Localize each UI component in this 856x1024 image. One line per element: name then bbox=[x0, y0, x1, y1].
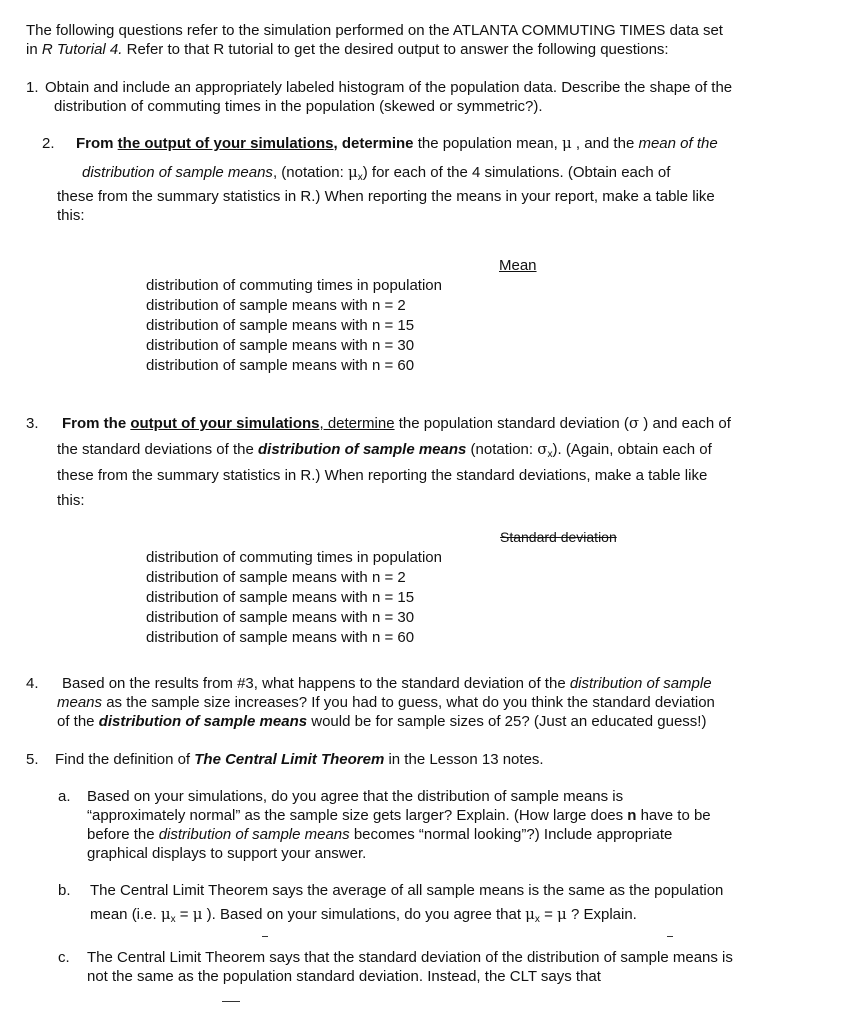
overbar-mark bbox=[222, 1001, 240, 1002]
q3-line-1: From the output of your simulations, determine the population standard deviation (σ ) and each of bbox=[62, 414, 731, 432]
sd-table-header: Standard deviation bbox=[500, 529, 617, 545]
q5a-label: a. bbox=[58, 788, 71, 805]
q5-line: Find the definition of The Central Limit Theorem in the Lesson 13 notes. bbox=[55, 751, 544, 768]
q3-number: 3. bbox=[26, 415, 39, 432]
sd-table-row: distribution of sample means with n = 30 bbox=[146, 609, 415, 626]
q4-line-1: Based on the results from #3, what happens to the standard deviation of the distribution of sample bbox=[62, 675, 712, 692]
q2-number: 2. bbox=[42, 135, 55, 152]
q3-line-2: the standard deviations of the distribution of sample means (notation: $\sigma_x$). (Again, obtain each of bbox=[57, 440, 712, 460]
q2-line-3: these from the summary statistics in R.) When reporting the means in your report, make a table like bbox=[57, 188, 715, 205]
sd-table-row: distribution of sample means with n = 2 bbox=[146, 569, 406, 586]
mean-table-row: distribution of sample means with n = 30 bbox=[146, 337, 415, 354]
q5c-line-1: The Central Limit Theorem says that the standard deviation of the distribution of sample means is bbox=[87, 949, 733, 966]
q2-line-2: distribution of sample means, (notation: $\mu_x$) for each of the 4 simulations. (Obtain each of bbox=[82, 163, 671, 183]
q5b-line-2: mean (i.e. $\mu_x = \mu$ ). Based on your simulations, do you agree that $\mu_x = \mu$ ? Explain. bbox=[90, 905, 637, 925]
mean-table-row: distribution of sample means with n = 15 bbox=[146, 317, 415, 334]
q4-number: 4. bbox=[26, 675, 39, 692]
q5c-label: c. bbox=[58, 949, 70, 966]
sd-table-row: distribution of sample means with n = 15 bbox=[146, 589, 415, 606]
mean-table-row: distribution of commuting times in population bbox=[146, 277, 442, 294]
mean-table-row: distribution of sample means with n = 2 bbox=[146, 297, 406, 314]
mean-table-header: Mean bbox=[499, 257, 537, 274]
intro-line-1: The following questions refer to the simulation performed on the ATLANTA COMMUTING TIMES data set bbox=[26, 22, 723, 39]
overbar-mark bbox=[262, 936, 268, 937]
q5-number: 5. bbox=[26, 751, 39, 768]
q5a-line-1: Based on your simulations, do you agree that the distribution of sample means is bbox=[87, 788, 624, 805]
q5b-line-1: The Central Limit Theorem says the average of all sample means is the same as the population bbox=[90, 882, 724, 899]
q5b-label: b. bbox=[58, 882, 71, 899]
intro-line-2: in R Tutorial 4. Refer to that R tutorial to get the desired output to answer the following questions: bbox=[26, 41, 669, 58]
q5c-line-2: not the same as the population standard deviation. Instead, the CLT says that bbox=[87, 968, 601, 985]
q1-line-2: distribution of commuting times in the population (skewed or symmetric?). bbox=[54, 98, 543, 115]
q3-line-4: this: bbox=[57, 492, 85, 509]
q1-line-1: Obtain and include an appropriately labeled histogram of the population data. Describe the shape of the bbox=[45, 79, 733, 96]
overbar-mark bbox=[667, 936, 673, 937]
q4-line-3: of the distribution of sample means would be for sample sizes of 25? (Just an educated guess!) bbox=[57, 713, 707, 730]
q5a-line-4: graphical displays to support your answer. bbox=[87, 845, 367, 862]
sd-table-row: distribution of sample means with n = 60 bbox=[146, 629, 415, 646]
q3-line-3: these from the summary statistics in R.) When reporting the standard deviations, make a table like bbox=[57, 467, 708, 484]
q4-line-2: means as the sample size increases? If you had to guess, what do you think the standard deviation bbox=[57, 694, 715, 711]
q5a-line-3: before the distribution of sample means becomes “normal looking”?) Include appropriate bbox=[87, 826, 673, 843]
q2-line-4: this: bbox=[57, 207, 85, 224]
q5a-line-2: “approximately normal” as the sample size gets larger? Explain. (How large does n have to be bbox=[87, 807, 711, 824]
sd-table-row: distribution of commuting times in population bbox=[146, 549, 442, 566]
q2-line-1: From the output of your simulations, determine the population mean, μ , and the mean of the bbox=[76, 134, 718, 152]
q1-number: 1. bbox=[26, 79, 39, 96]
mean-table-row: distribution of sample means with n = 60 bbox=[146, 357, 415, 374]
